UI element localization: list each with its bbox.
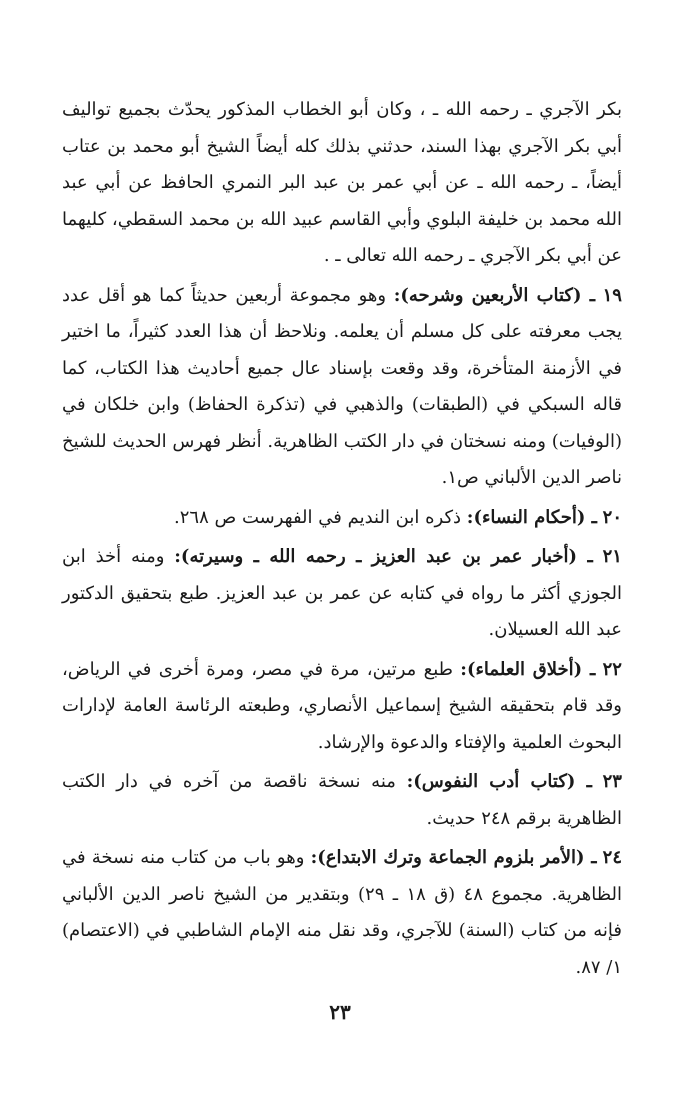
entry-title: (أحكام النساء): xyxy=(466,506,586,528)
entry-22 xyxy=(62,652,622,762)
entry-number: ٢٤ xyxy=(602,847,623,868)
entry-number: ٢٢ xyxy=(602,658,622,680)
entry-title: (كتاب الأربعين وشرحه): xyxy=(393,284,582,306)
entry-dash: ـ xyxy=(581,284,595,306)
page-number: ٢٣ xyxy=(329,1000,351,1024)
intro-paragraph: بكر الآجري ـ رحمه الله ـ ، وكان أبو الخطاب المذكور يحدّث بجميع تواليف أبي بكر الآجري بهذا السند، حدثني بذلك كله أيضاً الشيخ أبو محمد بن عتاب أيضاً، ـ رحمه الله ـ عن أبي عمر بن عبد البر النمري الحافظ عن أبي عبد الله محمد بن خليفة البلوي وأبي القاسم عبيد الله بن محمد السقطي، كليهما عن أبي بكر الآجري ـ رحمه الله تعالى ـ . xyxy=(62,99,622,266)
entry-dash: ـ xyxy=(582,658,596,680)
page-body xyxy=(62,92,622,989)
entry-body: وهو باب من كتاب منه نسخة في الظاهرية. مجموع ٤٨ (ق ١٨ ـ ٢٩) وبتقدير من الشيخ ناصر الدين الألباني فإنه من كتاب (السنة) للآجري، وقد نقل منه الإمام الشاطبي في (الاعتصام) ١/ ٨٧. xyxy=(62,847,622,978)
entry-body: طبع مرتين، مرة في مصر، ومرة أخرى في الرياض، وقد قام بتحقيقه الشيخ إسماعيل الأنصاري، وطبعته الرئاسة العامة لإدارات البحوث العلمية والإفتاء والدعوة والإرشاد. xyxy=(62,658,622,753)
entry-dash: ـ xyxy=(584,847,597,868)
entry-title: (كتاب أدب النفوس): xyxy=(406,771,576,792)
entry-dash: ـ xyxy=(577,546,593,567)
entry-19 xyxy=(62,278,622,497)
entry-title: (أخلاق العلماء): xyxy=(460,658,583,680)
entry-number: ١٩ xyxy=(602,284,622,306)
entry-number: ٢٣ xyxy=(602,771,622,792)
entry-title: (أخبار عمر بن عبد العزيز ـ رحمه الله ـ وسيرته): xyxy=(174,546,578,567)
entry-dash: ـ xyxy=(575,771,592,792)
entry-dash: ـ xyxy=(585,506,597,528)
entry-title: (الأمر بلزوم الجماعة وترك الابتداع): xyxy=(310,847,585,868)
entry-21 xyxy=(62,539,622,649)
entry-24 xyxy=(62,840,622,986)
entry-23 xyxy=(62,764,622,837)
entry-number: ٢١ xyxy=(602,546,622,567)
entry-body: ذكره ابن النديم في الفهرست ص ٢٦٨. xyxy=(174,506,462,528)
entry-body: وهو مجموعة أربعين حديثاً كما هو أقل عدد يجب معرفته على كل مسلم أن يعلمه. ونلاحظ أن هذا العدد كثيراً، ما اختير في الأزمنة المتأخرة، وقد وقعت بإسناد عال جميع أحاديث هذا الكتاب، كما قاله السبكي في (الطبقات) والذهبي في (تذكرة الحفاظ) وابن خلكان في (الوفيات) ومنه نسختان في دار الكتب الظاهرية. أنظر فهرس الحديث للشيخ ناصر الدين الألباني ص١. xyxy=(62,284,623,488)
entry-20 xyxy=(62,500,622,537)
entry-body: ومنه أخذ ابن الجوزي أكثر ما رواه في كتابه عن عمر بن عبد العزيز. طبع بتحقيق الدكتور عبد الله العسيلان. xyxy=(62,546,622,640)
entry-number: ٢٠ xyxy=(602,506,622,528)
entry-body: منه نسخة ناقصة من آخره في دار الكتب الظاهرية برقم ٢٤٨ حديث. xyxy=(62,771,622,829)
